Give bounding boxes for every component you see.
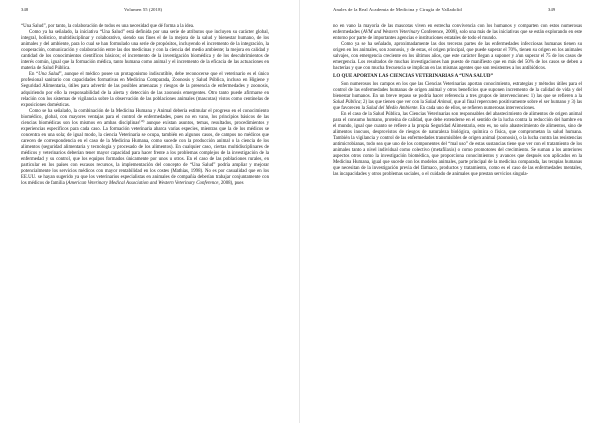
paragraph: Como ya se ha señalado, aproximadamente las dos terceras partes de las enfermedades infecciosas humanas tienen su origen en los animales, son zoonosis, y de estas, el origen principal, que puede superar el 70%, tienen su origen en los animales salvajes, con emergencia creciente en los últimos años, que este carácter llegan a suponer y a'un superar el 75 de los casos de emergencia. Los resultados de muchas investigaciones han puesto de manifiesto que en más del 50% de los casos se deben a bacterias y que con mucha frecuencia se implican en las mismas agentes que son resistentes a los antibióticos. bbox=[333, 42, 582, 72]
page-number: 349 bbox=[548, 7, 556, 12]
italic-text: AVM and Western Veterinary bbox=[362, 30, 420, 36]
running-title: Volumen 55 (2018) bbox=[124, 7, 163, 12]
italic-text: American Veterinary Medical Association and Western Veterinary Conference bbox=[67, 181, 219, 187]
text-run: ”, aunque el médico posee un protagonismo indiscutible, debe reconocerse que el veterinario es el único profesional sanitario con capacidades formativas en Medicina Comparada, Zoonosis y Salud Pública, incluso en Higiene y Seguridad Alimentaria, útiles para advertir de las posibles amenazas y riesgos de la presencia de enfermedades y zoonosis, adquiriendo por ello la responsabilidad de la alerta y detección de las zoonosis emergentes. Otro tanto puede afirmarse en relación con los sistemas de vigilancia sobre la observación de las poblaciones animales (mascotas) vistos como centinelas de exposiciones domésticas. bbox=[21, 72, 269, 108]
italic-text: Salud Pública bbox=[333, 99, 361, 105]
text-run: En “ bbox=[29, 72, 39, 78]
paragraph: Como ya ha señalado, la iniciativa “Una Salud” está definida por una serie de atributos que incluyen su carácter global, integral, holístico, multidisciplinar y colaborativo, siendo sus fines el de la mejora de la salud y bienestar humano, de los animales y del ambiente, para lo cual se han formulado una serie de propósitos, incluyendo el incremento de la integración, la cooperación, comunicación y colaboración entre las dos medicinas y con la ciencia del medio ambiente; la mejora en calidad y cantidad de los conocimientos científicos básicos; el incremento de la investigación biomédica y de los descubrimientos de interés común, igual que la formación médica, tanto humana como animal y el incremento de la eficacia de las actuaciones en materia de Salud Pública. bbox=[21, 30, 269, 72]
italic-text: Una Salud bbox=[38, 72, 60, 78]
paragraph bbox=[21, 72, 269, 108]
text-run: , 2008), pues bbox=[218, 181, 244, 187]
text-run: aunque existan asuntos, temas, resultados, procedimientos y experiencias específicos para cada caso. La formación veterinaria abarca varias especies, mientras que la de los médicos se concentra en una sola; de igual modo, la ciencia Veterinaria se ocupa, también en algunos casos, de campos no médicos que carecen de correspondencia en el caso de la Medicina Humana, como sucede con la producción animal o la ciencia de los alimentos (seguridad alimentaria y tecnología y procesado de los alimentos). En cualquier caso, ciertas multidisciplinares de médicos y veterinarios deberían tener mayor capacidad para hacer frente a los problemas complejos de la investigación de la enfermedad y su control, que los equipos formados únicamente por unos u otros. En el caso de las poblaciones rurales, en particular en los países con escasos recursos, la implementación del concepto de “Una Salud” podría ampliar y mejorar potencialmente los servicios médicos con mayor rentabilidad en los costes (Mathias, 1998). No es por casualidad que en los EE.UU. se hayan sugerido ya que los veterinarios especialistas en animales de compañía deberían trabajar conjuntamente con los médicos de familia ( bbox=[21, 120, 269, 187]
paragraph bbox=[333, 82, 582, 112]
text-column bbox=[333, 24, 582, 178]
paragraph: En el caso de la Salud Pública, las Ciencias Veterinarias son responsables del abastecimiento de alimentos de origen animal para el consumo humano, proteína de calidad, que debe extenderse en el sentido de la lucha contra la reducción del hambre en el mundo, igual que cuanto se refiere a la propia Seguridad Alimentaria, esto es, no solo abastecimiento de alimentos, sino de alimentos inocuos, desprovistos de riesgos de naturaleza biológica, química o física, que comprometan la salud humana. También la vigilancia y control de las enfermedades transmisibles de origen animal (zoonosis), o la lucha contra las resistencias antimicrobianas, todo sea que uno de los componentes del “mal uso” de estas sustancias tiene que ver con el tratamiento de los animales tanto a nivel individual como colectivo (metafilaxis) o como promotores del crecimiento. Se suman a los anteriores aspectos otros como la investigación biomédica, que proporciona conocimientos y avances que después son aplicados en la Medicina Humana, igual que sucede con los modelos animales, parte principal de la medicina comparada, las terapias humanas que necesitan de la investigación previa del fármaco, productos y tratamiento, como es el caso de las enfermedades mentales, las incapacidades y otros problemas sociales, o el cuidado de animales que prestan servicios singula- bbox=[333, 111, 582, 178]
paragraph: “Una Salud”, por tanto, la colaboración de todos es una necesidad que dé forma a la idea. bbox=[21, 24, 195, 29]
citation-reference: (10) bbox=[139, 118, 145, 123]
text-run: . En cada uno de ellos, se refieren numerosas intervenciones. bbox=[417, 105, 536, 111]
text-column bbox=[21, 24, 269, 187]
text-run: Como se ha señalado, la combinación de la Medicina Humana y Animal debería estimular el progreso en el conocimiento biomédico, global, con mayores ventajas para el control de enfermedades, pues no en vano, los principios básicos de las ciencias biomédicas son los mismos en ambas disciplinas bbox=[21, 108, 269, 126]
right-page bbox=[300, 0, 600, 423]
italic-text: Salud del Medio Ambiente bbox=[366, 105, 418, 111]
italic-text: Salud Animal bbox=[425, 99, 452, 105]
section-heading: LO QUE APORTAN LAS CIENCIAS VETERINARIAS A “UNA SALUD” bbox=[333, 74, 493, 80]
text-run: Son numerosos los campos en los que las Ciencias Veterinarias aportan conocimiento, estrategias y métodos útiles para el control de las enfermedades humanas de origen animal y otros beneficios que suponen incremento de la calidad de vida y del bienestar humanos. En un breve repaso se podría hacer referencia a tres grupos de intervenciones: 1) las que se refieren a la bbox=[333, 81, 582, 99]
page-number: 348 bbox=[21, 7, 29, 12]
paragraph bbox=[333, 24, 582, 42]
running-title: Anales de la Real Academia de Medicina y Cirugía de Valladolid bbox=[333, 7, 462, 12]
paragraph bbox=[21, 109, 269, 188]
text-run: , que al final repercuten positivamente sobre el ser humano y 3) las que favorecen la bbox=[333, 99, 583, 111]
text-run: no en vano la mayoría de las mascotas viven en estrecha convivencia con los humanos y comparten con estos numerosas enfermedades ( bbox=[333, 24, 582, 36]
text-run: ; 2) las que tienen que ver con la bbox=[360, 99, 426, 105]
text-run: Conference, 2008), solo una más de las iniciativas que se están explorando en este entorno por parte de importantes agencias e instituciones estatales de todo el mundo. bbox=[333, 30, 582, 42]
